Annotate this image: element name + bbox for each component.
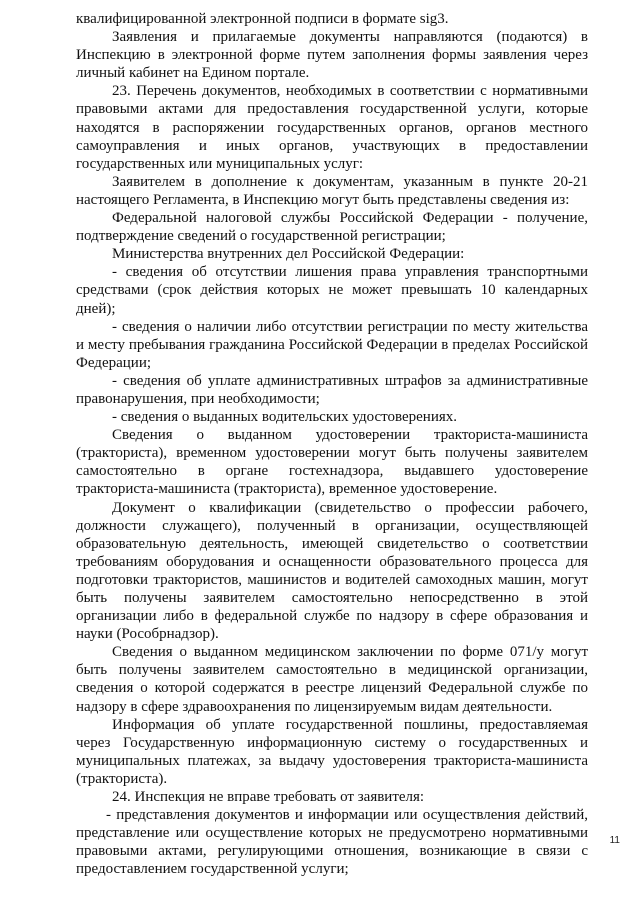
paragraph: Заявления и прилагаемые документы направляются (подаются) в Инспекцию в электронной форме путем заполнения формы заявления через личный кабинет на Едином портале. (76, 29, 588, 82)
list-item: - представления документов и информации или осуществления действий, представление или осуществление которых не предусмотрено нормативными правовыми актами, регулирующими отношения, возникающие в связи с предоставлением государственной услуги; (76, 807, 588, 878)
paragraph: 23. Перечень документов, необходимых в соответствии с нормативными правовыми актами для предоставления государственной услуги, которые находятся в распоряжении государственных органов, органов местного самоуправления и иных органов, участвующих в предоставлении государственных или муниципальных услуг: (76, 83, 588, 172)
paragraph: Федеральной налоговой службы Российской Федерации - получение, подтверждение сведений о государственной регистрации; (76, 210, 588, 245)
list-item: - сведения о выданных водительских удостоверениях. (112, 409, 457, 426)
page-number: 11 (609, 835, 620, 846)
paragraph: Сведения о выданном удостоверении тракториста-машиниста (тракториста), временном удостоверении могут быть получены заявителем самостоятельно в органе гостехнадзора, выдавшего удостоверение тракториста-машиниста (тракториста), временное удостоверение. (76, 427, 588, 498)
paragraph: Документ о квалификации (свидетельство о профессии рабочего, должности служащего), полученный в организации, осуществляющей образовательную деятельность, имеющей свидетельство о соответствии требованиям оборудования и оснащенности образовательного процесса для подготовки трактористов, машинистов и водителей самоходных машин, могут быть получены заявителем самостоятельно непосредственно в этой организации либо в федеральной службе по надзору в сфере образования и науки (Рособрнадзор). (76, 499, 588, 643)
paragraph: квалифицированной электронной подписи в формате sig3. (76, 11, 449, 27)
list-item: - сведения об уплате административных штрафов за административные правонарушения, при необходимости; (76, 372, 588, 407)
paragraph: Информация об уплате государственной пошлины, предоставляемая через Государственную информационную систему о государственных и муниципальных платежах, за выдачу удостоверения тракториста-машиниста (тракториста). (76, 716, 588, 787)
paragraph: Министерства внутренних дел Российской Федерации: (112, 246, 465, 263)
paragraph: Заявителем в дополнение к документам, указанным в пункте 20-21 настоящего Регламента, в Инспекцию могут быть представлены сведения из: (76, 173, 588, 208)
list-item: - сведения о наличии либо отсутствии регистрации по месту жительства и месту пребывания гражданина Российской Федерации в пределах Российской Федерации; (76, 318, 588, 371)
list-item: - сведения об отсутствии лишения права управления транспортными средствами (срок действия которых не может превышать 10 календарных дней); (76, 264, 588, 317)
paragraph: 24. Инспекция не вправе требовать от заявителя: (112, 789, 425, 806)
paragraph: Сведения о выданном медицинском заключении по форме 071/у могут быть получены заявителем самостоятельно в медицинской организации, сведения о которой содержатся в реестре лицензий Федеральной службе по надзору в сфере здравоохранения по лицензируемым видам деятельности. (76, 644, 588, 715)
